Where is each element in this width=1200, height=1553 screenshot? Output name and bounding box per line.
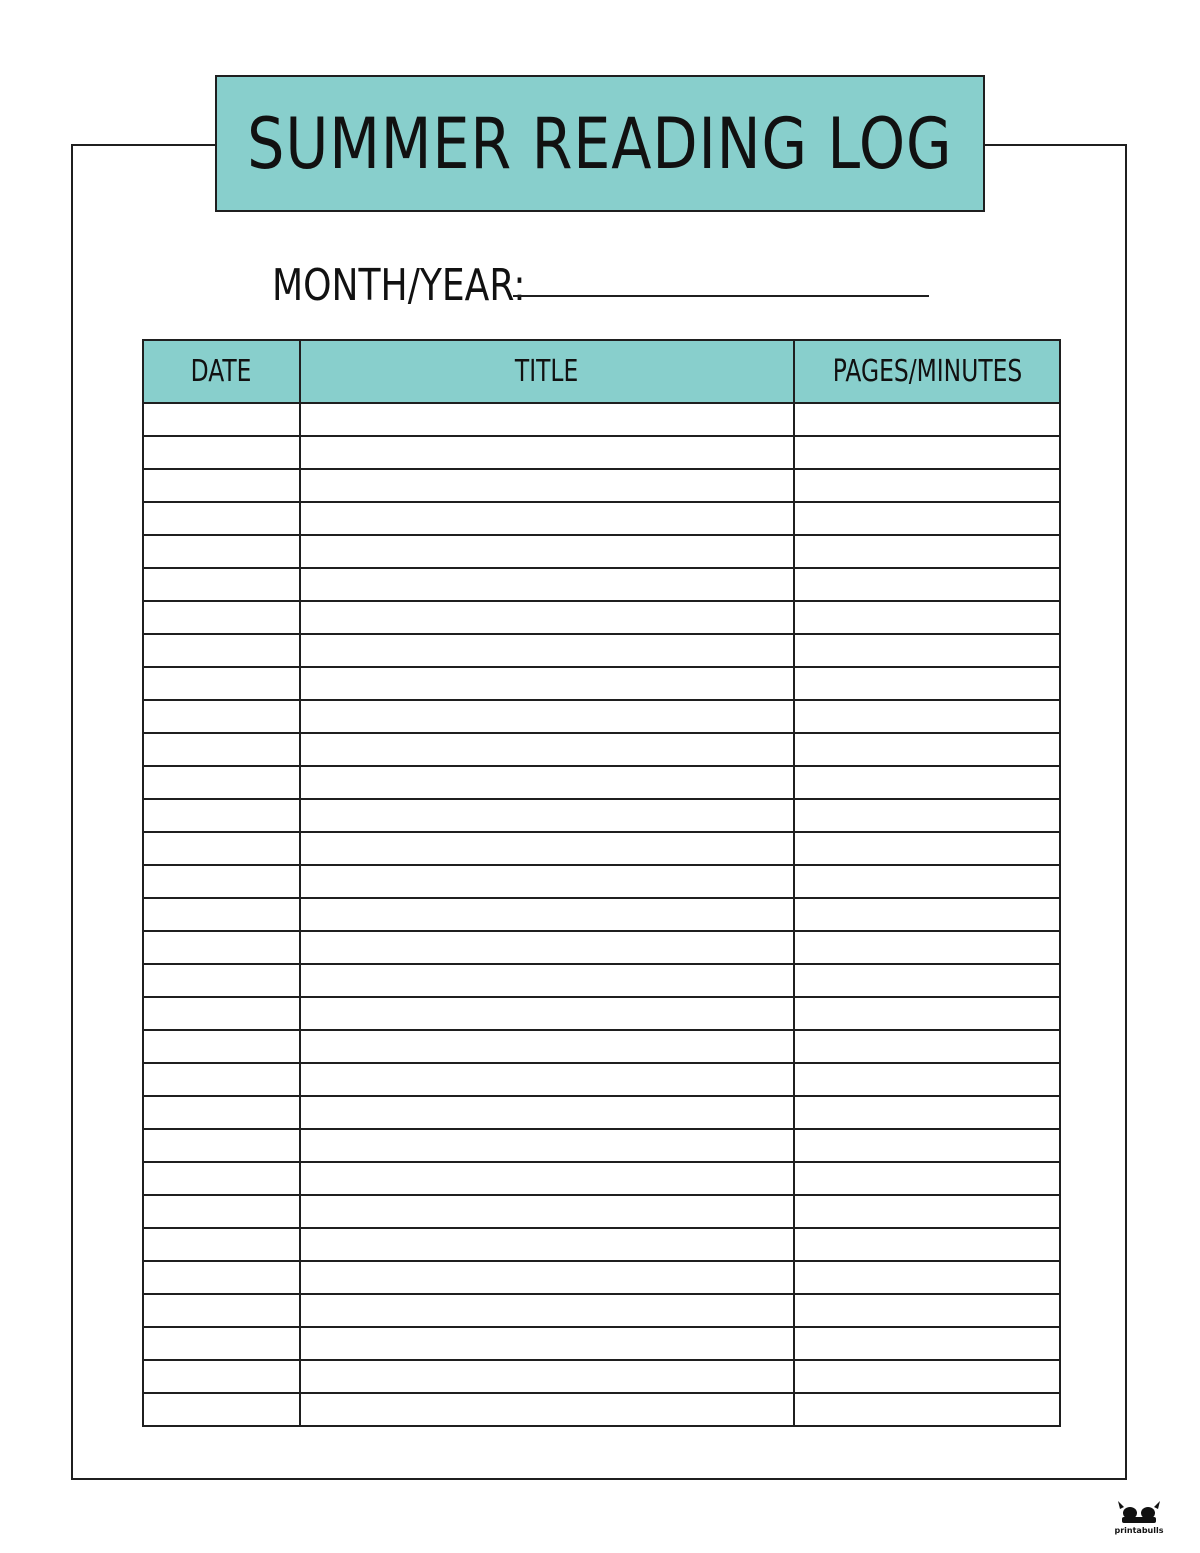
title-cell[interactable] [300, 1063, 794, 1096]
date-cell[interactable] [143, 1327, 300, 1360]
table-row [143, 1360, 1060, 1393]
table-row [143, 799, 1060, 832]
month-year-label: MONTH/YEAR: [272, 260, 526, 311]
date-cell[interactable] [143, 766, 300, 799]
date-cell[interactable] [143, 1294, 300, 1327]
pages-minutes-cell[interactable] [794, 799, 1060, 832]
title-cell[interactable] [300, 700, 794, 733]
title-cell[interactable] [300, 436, 794, 469]
date-cell[interactable] [143, 1393, 300, 1426]
bull-logo-icon [1118, 1501, 1160, 1523]
table-row [143, 1195, 1060, 1228]
table-row [143, 1261, 1060, 1294]
title-cell[interactable] [300, 799, 794, 832]
table-row [143, 1030, 1060, 1063]
table-row [143, 898, 1060, 931]
pages-minutes-cell[interactable] [794, 766, 1060, 799]
pages-minutes-cell[interactable] [794, 469, 1060, 502]
pages-minutes-cell[interactable] [794, 733, 1060, 766]
title-cell[interactable] [300, 1096, 794, 1129]
date-cell[interactable] [143, 799, 300, 832]
pages-minutes-cell[interactable] [794, 502, 1060, 535]
pages-minutes-cell[interactable] [794, 1360, 1060, 1393]
table-row [143, 1162, 1060, 1195]
table-row [143, 964, 1060, 997]
table-row [143, 469, 1060, 502]
date-cell[interactable] [143, 865, 300, 898]
column-header-title: TITLE [300, 340, 794, 403]
title-cell[interactable] [300, 1129, 794, 1162]
table-row [143, 766, 1060, 799]
date-cell[interactable] [143, 733, 300, 766]
pages-minutes-cell[interactable] [794, 403, 1060, 436]
table-row [143, 997, 1060, 1030]
title-cell[interactable] [300, 568, 794, 601]
title-cell[interactable] [300, 733, 794, 766]
date-cell[interactable] [143, 601, 300, 634]
table-row [143, 601, 1060, 634]
pages-minutes-cell[interactable] [794, 1162, 1060, 1195]
title-cell[interactable] [300, 502, 794, 535]
pages-minutes-cell[interactable] [794, 1096, 1060, 1129]
pages-minutes-cell[interactable] [794, 865, 1060, 898]
date-cell[interactable] [143, 700, 300, 733]
table-row [143, 733, 1060, 766]
date-cell[interactable] [143, 502, 300, 535]
pages-minutes-cell[interactable] [794, 601, 1060, 634]
date-cell[interactable] [143, 1228, 300, 1261]
printabulls-logo [1110, 1497, 1168, 1537]
table-row [143, 1129, 1060, 1162]
title-cell[interactable] [300, 1228, 794, 1261]
title-cell[interactable] [300, 667, 794, 700]
title-cell[interactable] [300, 469, 794, 502]
page-title: SUMMER READING LOG [247, 102, 953, 185]
pages-minutes-cell[interactable] [794, 1294, 1060, 1327]
reading-log-table [142, 339, 1061, 1427]
table-row [143, 502, 1060, 535]
date-cell[interactable] [143, 832, 300, 865]
logo-text: printabulls [1114, 1526, 1164, 1535]
table-row [143, 865, 1060, 898]
date-cell[interactable] [143, 1360, 300, 1393]
table-row [143, 700, 1060, 733]
title-cell[interactable] [300, 634, 794, 667]
title-cell[interactable] [300, 1261, 794, 1294]
month-year-row [272, 252, 581, 312]
title-cell[interactable] [300, 832, 794, 865]
table-body [143, 403, 1060, 1426]
date-cell[interactable] [143, 1129, 300, 1162]
title-cell[interactable] [300, 403, 794, 436]
pages-minutes-cell[interactable] [794, 931, 1060, 964]
table-row [143, 1327, 1060, 1360]
table-row [143, 1063, 1060, 1096]
pages-minutes-cell[interactable] [794, 700, 1060, 733]
title-cell[interactable] [300, 1360, 794, 1393]
month-year-field[interactable] [513, 295, 929, 297]
title-cell[interactable] [300, 1195, 794, 1228]
title-cell[interactable] [300, 865, 794, 898]
table-row [143, 1096, 1060, 1129]
pages-minutes-cell[interactable] [794, 997, 1060, 1030]
table-row [143, 403, 1060, 436]
date-cell[interactable] [143, 1162, 300, 1195]
title-cell[interactable] [300, 931, 794, 964]
title-banner [215, 75, 985, 212]
title-cell[interactable] [300, 601, 794, 634]
title-cell[interactable] [300, 1294, 794, 1327]
title-cell[interactable] [300, 1030, 794, 1063]
pages-minutes-cell[interactable] [794, 1327, 1060, 1360]
pages-minutes-cell[interactable] [794, 1261, 1060, 1294]
date-cell[interactable] [143, 1063, 300, 1096]
table-row [143, 1294, 1060, 1327]
pages-minutes-cell[interactable] [794, 667, 1060, 700]
table-row [143, 1228, 1060, 1261]
date-cell[interactable] [143, 403, 300, 436]
table-row [143, 535, 1060, 568]
pages-minutes-cell[interactable] [794, 436, 1060, 469]
table-row [143, 436, 1060, 469]
pages-minutes-cell[interactable] [794, 1129, 1060, 1162]
pages-minutes-cell[interactable] [794, 832, 1060, 865]
pages-minutes-cell[interactable] [794, 568, 1060, 601]
pages-minutes-cell[interactable] [794, 1063, 1060, 1096]
title-cell[interactable] [300, 1327, 794, 1360]
date-cell[interactable] [143, 931, 300, 964]
date-cell[interactable] [143, 997, 300, 1030]
table-header-row [143, 340, 1060, 403]
date-cell[interactable] [143, 469, 300, 502]
date-cell[interactable] [143, 964, 300, 997]
title-cell[interactable] [300, 1162, 794, 1195]
date-cell[interactable] [143, 1030, 300, 1063]
column-header-pages-minutes: PAGES/MINUTES [794, 340, 1060, 403]
table-row [143, 931, 1060, 964]
table-row [143, 634, 1060, 667]
date-cell[interactable] [143, 1195, 300, 1228]
pages-minutes-cell[interactable] [794, 898, 1060, 931]
title-cell[interactable] [300, 898, 794, 931]
pages-minutes-cell[interactable] [794, 634, 1060, 667]
table-row [143, 667, 1060, 700]
pages-minutes-cell[interactable] [794, 1228, 1060, 1261]
title-cell[interactable] [300, 964, 794, 997]
table-row [143, 832, 1060, 865]
title-cell[interactable] [300, 535, 794, 568]
title-cell[interactable] [300, 997, 794, 1030]
title-cell[interactable] [300, 766, 794, 799]
date-cell[interactable] [143, 568, 300, 601]
date-cell[interactable] [143, 535, 300, 568]
table-row [143, 1393, 1060, 1426]
pages-minutes-cell[interactable] [794, 535, 1060, 568]
date-cell[interactable] [143, 1096, 300, 1129]
date-cell[interactable] [143, 667, 300, 700]
pages-minutes-cell[interactable] [794, 1030, 1060, 1063]
table-row [143, 568, 1060, 601]
column-header-date: DATE [143, 340, 300, 403]
pages-minutes-cell[interactable] [794, 1195, 1060, 1228]
pages-minutes-cell[interactable] [794, 964, 1060, 997]
pages-minutes-cell[interactable] [794, 1393, 1060, 1426]
date-cell[interactable] [143, 436, 300, 469]
date-cell[interactable] [143, 898, 300, 931]
date-cell[interactable] [143, 1261, 300, 1294]
title-cell[interactable] [300, 1393, 794, 1426]
date-cell[interactable] [143, 634, 300, 667]
